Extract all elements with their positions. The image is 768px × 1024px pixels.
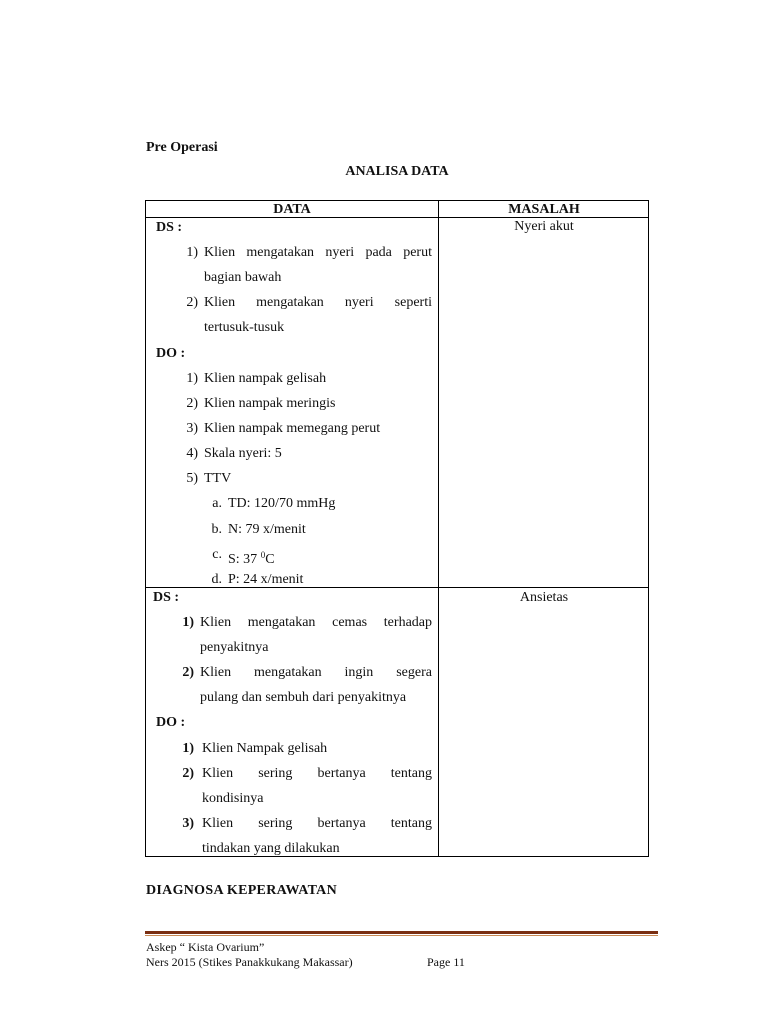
list-item-line: Klien sering bertanya tentang [202,766,432,781]
list-item-line: Klien mengatakan cemas terhadap [200,615,432,630]
list-item: Klien Nampak gelisah [202,741,328,756]
list-item-continuation: pulang dan sembuh dari penyakitnya [200,690,407,705]
list-number: 5) [186,471,198,486]
list-item: Klien nampak meringis [204,396,336,411]
list-item: TTV [204,471,232,486]
list-number: 3) [186,421,198,436]
header-masalah: MASALAH [508,202,580,217]
sub-letter: b. [211,522,222,537]
masalah-nyeri-akut: Nyeri akut [514,219,574,234]
list-item: Klien nampak gelisah [204,371,327,386]
list-number: 1) [186,245,198,260]
ds-label: DS : [156,220,183,235]
footer-rule [145,931,658,934]
footer-title: Askep “ Kista Ovarium” [146,940,265,954]
footer-institution: Ners 2015 (Stikes Panakkukang Makassar) [146,955,353,969]
ds-label: DS : [153,590,180,605]
list-number: 4) [186,446,198,461]
table-title: ANALISA DATA [345,164,449,179]
list-item: Klien nampak memegang perut [204,421,381,436]
list-number: 2) [182,665,194,680]
do-label: DO : [156,346,186,361]
footer-rule-thin [145,935,658,936]
column-divider [438,201,439,856]
list-number: 1) [182,615,194,630]
sub-letter: d. [211,572,222,587]
ttv-s: S: 37 $^0$C [228,550,275,567]
list-item-line: Klien mengatakan ingin segera [200,665,432,680]
ttv-td: TD: 120/70 mmHg [228,496,336,511]
sub-letter: a. [212,496,222,511]
list-number: 2) [186,396,198,411]
ttv-p: P: 24 x/menit [228,572,304,587]
list-number: 3) [182,816,194,831]
list-item-continuation: tindakan yang dilakukan [202,841,340,856]
list-item: Skala nyeri: 5 [204,446,282,461]
list-item-line: Klien sering bertanya tentang [202,816,432,831]
ttv-n: N: 79 x/menit [228,522,306,537]
do-label: DO : [156,715,186,730]
list-item-line: Klien mengatakan nyeri seperti [204,295,432,310]
list-number: 2) [186,295,198,310]
list-item-continuation: kondisinya [202,791,264,806]
list-item-continuation: penyakitnya [200,640,269,655]
analysis-table [145,200,649,857]
list-item-continuation: bagian bawah [204,270,282,285]
next-heading: DIAGNOSA KEPERAWATAN [146,883,338,898]
header-data: DATA [273,202,311,217]
sub-letter: c. [212,547,222,562]
list-number: 1) [186,371,198,386]
list-item-continuation: tertusuk-tusuk [204,320,285,335]
page-number: Page 11 [427,955,465,969]
masalah-ansietas: Ansietas [519,590,569,605]
section-title: Pre Operasi [146,140,218,155]
list-item-line: Klien mengatakan nyeri pada perut [204,245,432,260]
list-number: 1) [182,741,194,756]
list-number: 2) [182,766,194,781]
